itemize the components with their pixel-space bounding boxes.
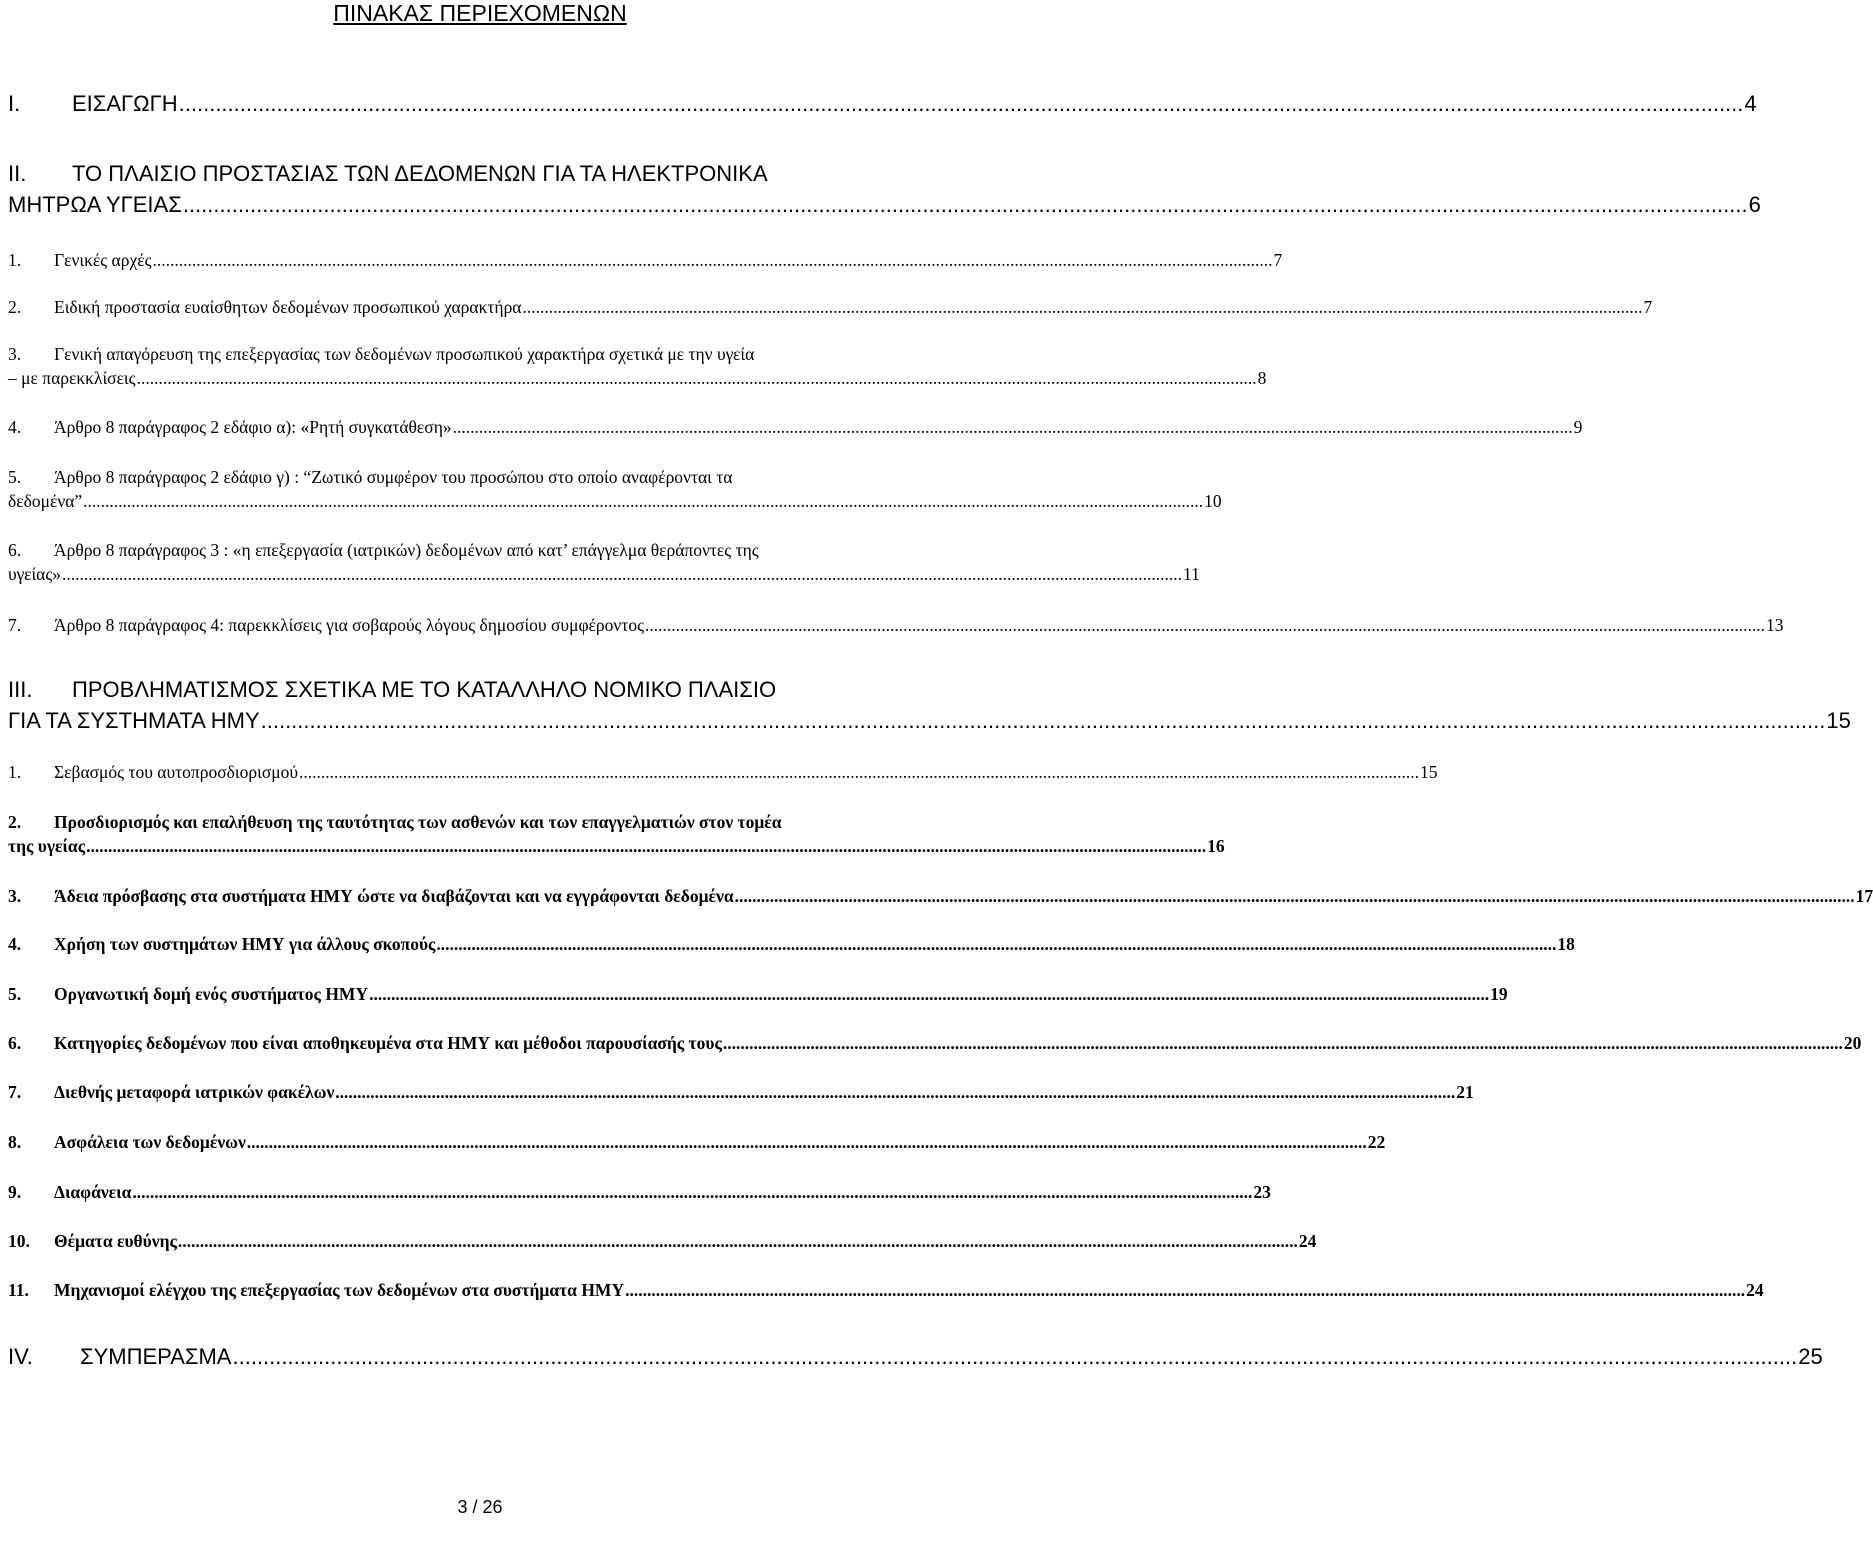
- toc-entry[interactable]: [8, 810, 1225, 858]
- toc-number: 11.: [8, 1280, 29, 1300]
- toc-page: 10: [1204, 491, 1222, 511]
- toc-text: δεδομένα”: [8, 491, 83, 511]
- toc-number: II.: [8, 161, 27, 186]
- toc-entry[interactable]: [8, 1229, 1317, 1253]
- toc-leader: [83, 489, 1203, 513]
- toc-number: III.: [8, 677, 33, 702]
- toc-page: 22: [1367, 1132, 1386, 1152]
- toc-number: 7.: [8, 615, 22, 635]
- toc-number: 3.: [8, 344, 22, 364]
- toc-text-line1: Άρθρο 8 παράγραφος 3 : «η επεξεργασία (ιατρικών) δεδομένων από κατ’ επάγγελμα θεράποντες της: [54, 540, 759, 560]
- toc-leader: [369, 982, 1489, 1006]
- toc-page: 19: [1490, 984, 1508, 1004]
- toc-text: ΜΗΤΡΩΑ ΥΓΕΙΑΣ: [8, 192, 182, 217]
- toc-leader: [132, 1180, 1252, 1204]
- toc-page: 15: [1826, 708, 1851, 733]
- toc-leader: [179, 88, 1744, 119]
- toc-text-line1: Γενική απαγόρευση της επεξεργασίας των δεδομένων προσωπικού χαρακτήρα σχετικά με την υγεία: [54, 344, 755, 364]
- toc-page: 6: [1748, 192, 1761, 217]
- toc-leader: [183, 189, 1748, 220]
- toc-entry[interactable]: [8, 613, 1784, 637]
- toc-number: 10.: [8, 1231, 30, 1251]
- toc-text: Άδεια πρόσβασης στα συστήματα ΗΜΥ ώστε να διαβάζονται και να εγγράφονται δεδομένα: [54, 886, 734, 906]
- toc-page: 15: [1420, 762, 1438, 782]
- toc-entry-framework[interactable]: [8, 158, 1761, 220]
- toc-number: 2.: [8, 297, 22, 317]
- toc-leader: [522, 295, 1642, 319]
- toc-leader: [86, 834, 1206, 858]
- toc-page: 7: [1643, 297, 1653, 317]
- toc-entry[interactable]: [8, 538, 1200, 586]
- toc-text: Οργανωτική δομή ενός συστήματος ΗΜΥ: [54, 984, 369, 1004]
- toc-text: Διεθνής μεταφορά ιατρικών φακέλων: [54, 1082, 335, 1102]
- toc-leader: [645, 613, 1765, 637]
- toc-text: Χρήση των συστημάτων ΗΜΥ για άλλους σκοπούς: [54, 934, 436, 954]
- toc-text: Κατηγορίες δεδομένων που είναι αποθηκευμένα στα ΗΜΥ και μέθοδοι παρουσίασής τους: [54, 1033, 722, 1053]
- toc-entry[interactable]: [8, 1278, 1764, 1302]
- toc-text: Διαφάνεια: [54, 1182, 132, 1202]
- toc-text: Γενικές αρχές: [54, 250, 152, 270]
- toc-number: 6.: [8, 1033, 22, 1053]
- toc-entry[interactable]: [8, 342, 1267, 390]
- toc-leader: [232, 1341, 1797, 1372]
- toc-entry[interactable]: [8, 465, 1222, 513]
- toc-text-line1: Προσδιορισμός και επαλήθευση της ταυτότητας των ασθενών και των επαγγελματιών στον τομέα: [54, 812, 782, 832]
- toc-number: 7.: [8, 1082, 22, 1102]
- toc-number: 2.: [8, 812, 22, 832]
- toc-leader: [335, 1080, 1455, 1104]
- toc-entry[interactable]: [8, 760, 1438, 784]
- toc-number: 8.: [8, 1132, 22, 1152]
- toc-page: 24: [1298, 1231, 1317, 1251]
- toc-number: 3.: [8, 886, 22, 906]
- toc-number: 9.: [8, 1182, 22, 1202]
- toc-number: 6.: [8, 540, 22, 560]
- toc-text: ΓΙΑ ΤΑ ΣΥΣΤΗΜΑΤΑ ΗΜΥ: [8, 708, 260, 733]
- toc-entry[interactable]: [8, 1031, 1862, 1055]
- toc-entry[interactable]: [8, 1180, 1271, 1204]
- toc-entry[interactable]: [8, 982, 1508, 1006]
- toc-entry[interactable]: [8, 1080, 1474, 1104]
- toc-text: – με παρεκκλίσεις: [8, 368, 136, 388]
- toc-leader: [723, 1031, 1843, 1055]
- toc-page: 25: [1798, 1344, 1823, 1369]
- toc-text: ΕΙΣΑΓΩΓΗ: [72, 91, 178, 116]
- toc-leader: [153, 248, 1273, 272]
- toc-text: ΣΥΜΠΕΡΑΣΜΑ: [80, 1344, 232, 1369]
- toc-page: 4: [1744, 91, 1757, 116]
- toc-entry-conclusion[interactable]: [8, 1341, 1823, 1372]
- toc-page: 24: [1746, 1280, 1764, 1300]
- toc-page: 9: [1573, 417, 1583, 437]
- toc-text: υγείας»: [8, 564, 62, 584]
- toc-page: 7: [1273, 250, 1283, 270]
- toc-text-line1: ΠΡΟΒΛΗΜΑΤΙΣΜΟΣ ΣΧΕΤΙΚΑ ΜΕ ΤΟ ΚΑΤΑΛΛΗΛΟ ΝΟΜΙΚΟ ΠΛΑΙΣΙΟ: [72, 677, 777, 702]
- toc-leader: [625, 1278, 1745, 1302]
- toc-leader: [62, 562, 1182, 586]
- toc-page: 17: [1855, 886, 1873, 906]
- toc-entry[interactable]: [8, 248, 1283, 272]
- toc-leader: [178, 1229, 1298, 1253]
- toc-entry[interactable]: [8, 415, 1583, 439]
- toc-page: 13: [1766, 615, 1784, 635]
- toc-text: Θέματα ευθύνης: [54, 1231, 177, 1251]
- toc-number: 4.: [8, 417, 22, 437]
- toc-number: 5.: [8, 984, 22, 1004]
- toc-entry-problematization[interactable]: [8, 674, 1851, 736]
- toc-entry-introduction[interactable]: [8, 88, 1757, 119]
- toc-entry[interactable]: [8, 884, 1873, 908]
- toc-text: Σεβασμός του αυτοπροσδιορισμού: [54, 762, 299, 782]
- toc-leader: [735, 884, 1855, 908]
- page-title: ΠΙΝΑΚΑΣ ΠΕΡΙΕΧΟΜΕΝΩΝ: [333, 0, 627, 26]
- toc-text-line1: ΤΟ ΠΛΑΙΣΙΟ ΠΡΟΣΤΑΣΙΑΣ ΤΩΝ ΔΕΔΟΜΕΝΩΝ ΓΙΑ ΤΑ ΗΛΕΚΤΡΟΝΙΚΑ: [72, 161, 768, 186]
- toc-page: 11: [1183, 564, 1200, 584]
- toc-leader: [453, 415, 1573, 439]
- toc-text: Μηχανισμοί ελέγχου της επεξεργασίας των δεδομένων στα συστήματα ΗΜΥ: [54, 1280, 625, 1300]
- toc-leader: [436, 932, 1556, 956]
- toc-text: Άρθρο 8 παράγραφος 2 εδάφιο α): «Ρητή συγκατάθεση»: [54, 417, 452, 437]
- toc-number: I.: [8, 91, 21, 116]
- toc-entry[interactable]: [8, 295, 1653, 319]
- toc-page: 8: [1257, 368, 1267, 388]
- toc-page: 16: [1207, 836, 1225, 856]
- toc-text-line1: Άρθρο 8 παράγραφος 2 εδάφιο γ) : “Ζωτικό συμφέρον του προσώπου στο οποίο αναφέρονται τα: [54, 467, 733, 487]
- toc-number: 4.: [8, 934, 22, 954]
- toc-number: 1.: [8, 762, 22, 782]
- toc-leader: [261, 705, 1826, 736]
- page-number: 3 / 26: [457, 1497, 503, 1517]
- toc-number: 5.: [8, 467, 22, 487]
- toc-text: Άρθρο 8 παράγραφος 4: παρεκκλίσεις για σοβαρούς λόγους δημοσίου συμφέροντος: [54, 615, 645, 635]
- toc-page: 23: [1253, 1182, 1271, 1202]
- toc-page: 21: [1456, 1082, 1474, 1102]
- toc-entry[interactable]: [8, 932, 1575, 956]
- toc-entry[interactable]: [8, 1130, 1386, 1154]
- toc-leader: [299, 760, 1419, 784]
- toc-text: της υγείας: [8, 836, 86, 856]
- toc-text: Ασφάλεια των δεδομένων: [54, 1132, 246, 1152]
- toc-number: 1.: [8, 250, 22, 270]
- toc-number: IV.: [8, 1344, 33, 1369]
- toc-leader: [247, 1130, 1367, 1154]
- toc-text: Ειδική προστασία ευαίσθητων δεδομένων προσωπικού χαρακτήρα: [54, 297, 522, 317]
- toc-page: 20: [1843, 1033, 1862, 1053]
- toc-leader: [137, 366, 1257, 390]
- toc-page: 18: [1557, 934, 1575, 954]
